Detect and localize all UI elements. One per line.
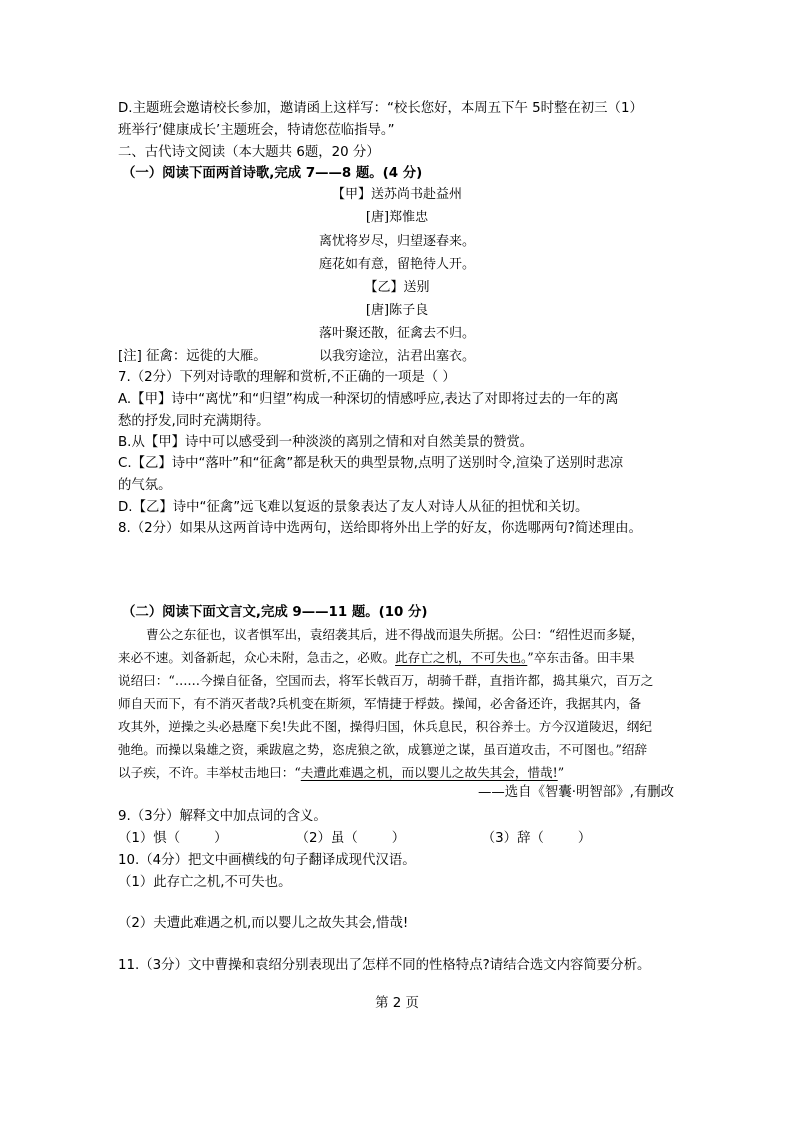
passage-line-6: 弛绝。而操以枭雄之资，乘跋扈之势，恣虎狼之欲，成篡逆之谋，虽百道攻击，不可图也。”绍辞 (118, 742, 648, 757)
part1-heading: （一）阅读下面两首诗歌,完成 7——8 题。(4 分) (122, 166, 423, 181)
poem-note: [注] 征禽：远徙的大雁。 (118, 349, 267, 364)
question-8: 8.（2分）如果从这两首诗中选两句，送给即将外出上学的好友，你选哪两句?简述理由。 (118, 521, 642, 536)
poem-jia-line2: 庭花如有意，留艳待人开。 (318, 257, 475, 272)
question-7-stem: 7.（2分）下列对诗歌的理解和赏析,不正确的一项是（ ） (118, 370, 456, 385)
poem-yi-line2: 以我穷途泣，沾君出塞衣。 (318, 349, 475, 364)
question-10-sentence-1: （1）此存亡之机,不可失也。 (118, 875, 292, 890)
poem-yi-line1: 落叶聚还散，征禽去不归。 (318, 326, 475, 341)
question-7-option-c-line1: C.【乙】诗中“落叶”和“征禽”都是秋天的典型景物,点明了送别时令,渲染了送别时悲凉 (118, 456, 624, 471)
question-7-option-c-line2: 的气氛。 (118, 478, 172, 493)
section2-heading: 二、古代诗文阅读（本大题共 6题，20 分） (118, 145, 380, 160)
question-10-stem: 10.（4分）把文中画横线的句子翻译成现代汉语。 (118, 853, 416, 868)
passage-line-4: 师自天而下，有不消灭者哉?兵机变在斯须，军情捷于桴鼓。操闻，必舍备还许，我据其内，备 (118, 696, 642, 711)
passage-line-5: 攻其外，逆操之头必悬麾下矣!失此不图，操得归国，休兵息民，积谷养士。方今汉道陵迟，纲纪 (118, 719, 652, 734)
page-number: 第 2 页 (375, 996, 419, 1011)
poem-yi-author: [唐]陈子良 (365, 303, 429, 318)
passage-line-3: 说绍曰：“……今操自征备，空国而去，将军长戟百万，胡骑千群，直指许都，捣其巢穴，百万之 (118, 673, 654, 688)
question-7-option-d: D.【乙】诗中“征禽”远飞难以复返的景象表达了友人对诗人从征的担忧和关切。 (118, 500, 589, 515)
passage-line-7: 以子疾，不许。丰举杖击地曰：“夫遭此难遇之机，而以婴儿之故失其会，惜哉!” (118, 765, 565, 780)
passage-source: ——选自《智囊·明智部》,有删改 (478, 785, 674, 800)
passage-line-1: 曹公之东征也，议者惧军出，袁绍袭其后，进不得战而退失所据。公曰：“绍性迟而多疑， (146, 627, 644, 642)
option-d-line2: 班举行‘健康成长’主题班会，特请您莅临指导。” (118, 123, 395, 138)
question-9-items: （1）惧（ ） （2）虽（ ） （3）辞（ ） (118, 831, 592, 846)
passage-line-2: 来必不速。刘备新起，众心未附，急击之，必败。此存亡之机，不可失也。”卒东击备。田丰果 (118, 650, 635, 665)
poem-jia-title: 【甲】送苏尚书赴益州 (331, 187, 462, 202)
question-7-option-b: B.从【甲】诗中可以感受到一种淡淡的离别之情和对自然美景的赞赏。 (118, 435, 534, 450)
part2-heading: （二）阅读下面文言文,完成 9——11 题。(10 分) (122, 605, 428, 620)
question-9-stem: 9.（3分）解释文中加点词的含义。 (118, 809, 327, 824)
question-7-option-a-line1: A.【甲】诗中“离忧”和“归望”构成一种深切的情感呼应,表达了对即将过去的一年的离 (118, 392, 619, 407)
question-7-option-a-line2: 愁的抒发,同时充满期待。 (118, 414, 270, 429)
underlined-sentence-1: 此存亡之机，不可失也。 (395, 650, 528, 665)
poem-jia-author: [唐]郑惟忠 (365, 210, 429, 225)
question-10-sentence-2: （2）夫遭此难遇之机,而以婴儿之故失其会,惜哉! (118, 916, 409, 931)
poem-jia-line1: 离忧将岁尽，归望逐春来。 (318, 234, 475, 249)
poem-yi-title: 【乙】送别 (364, 280, 430, 295)
question-11: 11.（3分）文中曹操和袁绍分别表现出了怎样不同的性格特点?请结合选文内容简要分析。 (118, 958, 651, 973)
option-d-line1: D.主题班会邀请校长参加，邀请函上这样写：“校长您好，本周五下午 5时整在初三（1） (118, 101, 643, 116)
underlined-sentence-2: 夫遭此难遇之机，而以婴儿之故失其会，惜哉! (300, 765, 558, 780)
